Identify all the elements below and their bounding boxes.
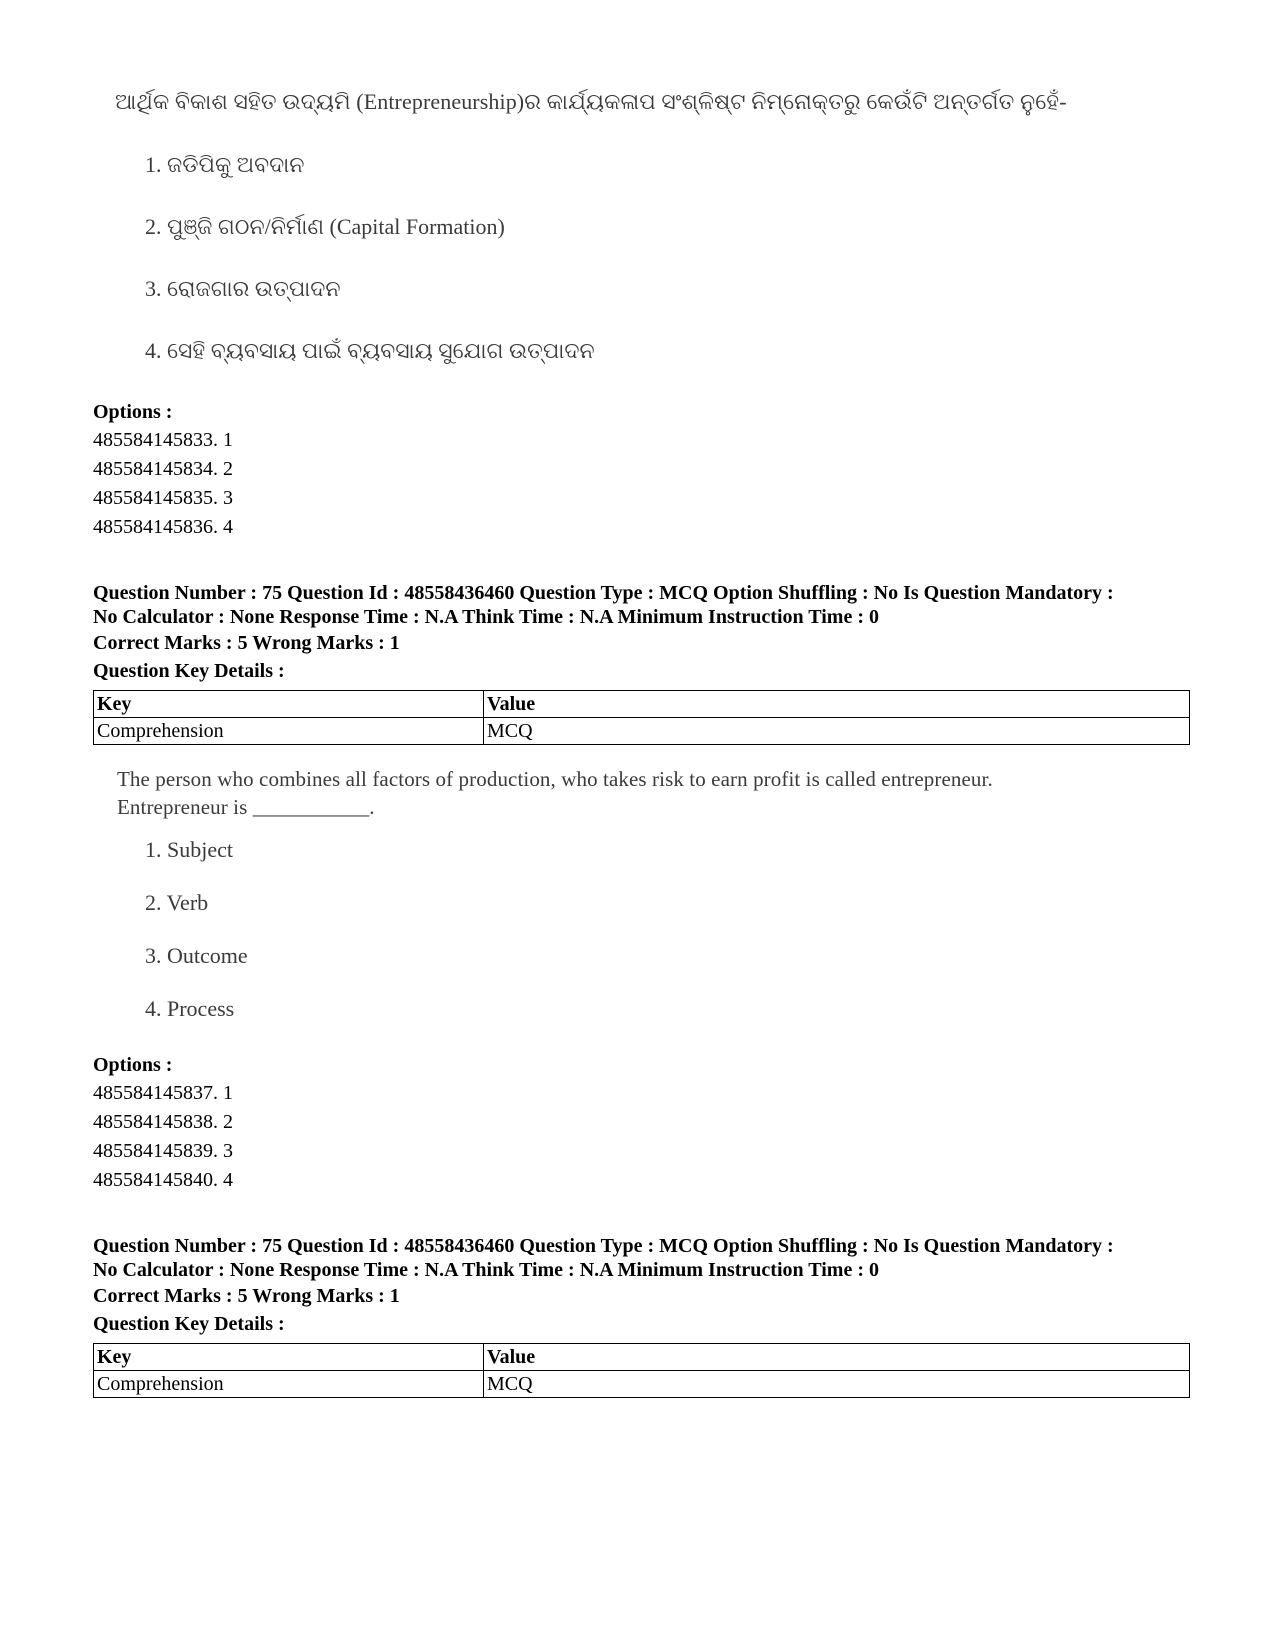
question-75-item-1: 1. Subject: [145, 837, 233, 862]
question-75-item-4: 4. Process: [145, 996, 235, 1021]
question-75-item-3: 3. Outcome: [145, 943, 248, 968]
options-label: Options :: [93, 1054, 173, 1076]
option-line: 485584145836. 4: [93, 516, 233, 538]
question-meta-line-1: Question Number : 75 Question Id : 48558436460 Question Type : MCQ Option Shuffling : No Is Question Mandatory :: [93, 1235, 1114, 1257]
table-header-row: [94, 1344, 1190, 1371]
question-meta-line-2: No Calculator : None Response Time : N.A Think Time : N.A Minimum Instruction Time : 0: [93, 606, 879, 628]
question-75-options: [93, 1051, 1193, 1195]
option-line: 485584145833. 1: [93, 429, 233, 451]
option-line: 485584145835. 3: [93, 487, 233, 509]
question-74-item-4: 4. ସେହି ବ୍ୟବସାୟ ପାଇଁ ବ୍ୟବସାୟ ସୁଯୋଗ ଉତ୍ପାଦନ: [145, 338, 595, 363]
table-cell-value: MCQ: [484, 718, 1190, 745]
question-meta-line-2: No Calculator : None Response Time : N.A Think Time : N.A Minimum Instruction Time : 0: [93, 1259, 879, 1281]
question-75b-meta: [93, 1234, 1203, 1338]
options-label: Options :: [93, 401, 173, 423]
question-74-options: [93, 398, 1193, 542]
option-line: 485584145838. 2: [93, 1111, 233, 1133]
question-75-item-2: 2. Verb: [145, 890, 209, 915]
option-line: 485584145839. 3: [93, 1140, 233, 1162]
table-row: [94, 718, 1190, 745]
question-75-stem-line-1: The person who combines all factors of production, who takes risk to earn profit is called entrepreneur.: [117, 767, 993, 791]
table-header-key: Key: [94, 691, 484, 718]
table-header-key: Key: [94, 1344, 484, 1371]
question-75-stem-line-2: Entrepreneur is ___________.: [117, 795, 375, 819]
question-75-meta: [93, 581, 1203, 685]
table-header-value: Value: [484, 1344, 1190, 1371]
question-74-item-2: 2. ପୁଞ୍ଜି ଗଠନ/ନିର୍ମାଣ (Capital Formation): [145, 214, 505, 239]
table-row: [94, 1371, 1190, 1398]
marks-line: Correct Marks : 5 Wrong Marks : 1: [93, 1285, 400, 1307]
question-key-details-label: Question Key Details :: [93, 1313, 285, 1335]
table-cell-key: Comprehension: [94, 718, 484, 745]
table-header-row: [94, 691, 1190, 718]
question-meta-line-1: Question Number : 75 Question Id : 48558436460 Question Type : MCQ Option Shuffling : No Is Question Mandatory :: [93, 582, 1114, 604]
table-header-value: Value: [484, 691, 1190, 718]
question-74-item-1: 1. ଜଡିପିକୁ ଅବଦାନ: [145, 152, 305, 177]
option-line: 485584145837. 1: [93, 1082, 233, 1104]
question-74-image: [0, 0, 1275, 380]
question-74-stem: ଆର୍ଥିକ ବିକାଶ ସହିତ ଉଦ୍ୟମି (Entrepreneurship)ର କାର୍ଯ୍ୟକଳାପ ସଂଶ୍ଳିଷ୍ଟ ନିମ୍ନୋକ୍ତରୁ କେଉଁଟି ଅନ୍ତର୍ଗତ ନୁହେଁ-: [115, 89, 1067, 114]
marks-line: Correct Marks : 5 Wrong Marks : 1: [93, 632, 400, 654]
question-key-details-label: Question Key Details :: [93, 660, 285, 682]
question-key-table: [93, 690, 1190, 745]
question-75-image: [0, 760, 1275, 1050]
question-74-item-3: 3. ରୋଜଗାର ଉତ୍ପାଦନ: [145, 276, 341, 301]
question-key-table: [93, 1343, 1190, 1398]
option-line: 485584145834. 2: [93, 458, 233, 480]
option-line: 485584145840. 4: [93, 1169, 233, 1191]
table-cell-key: Comprehension: [94, 1371, 484, 1398]
table-cell-value: MCQ: [484, 1371, 1190, 1398]
